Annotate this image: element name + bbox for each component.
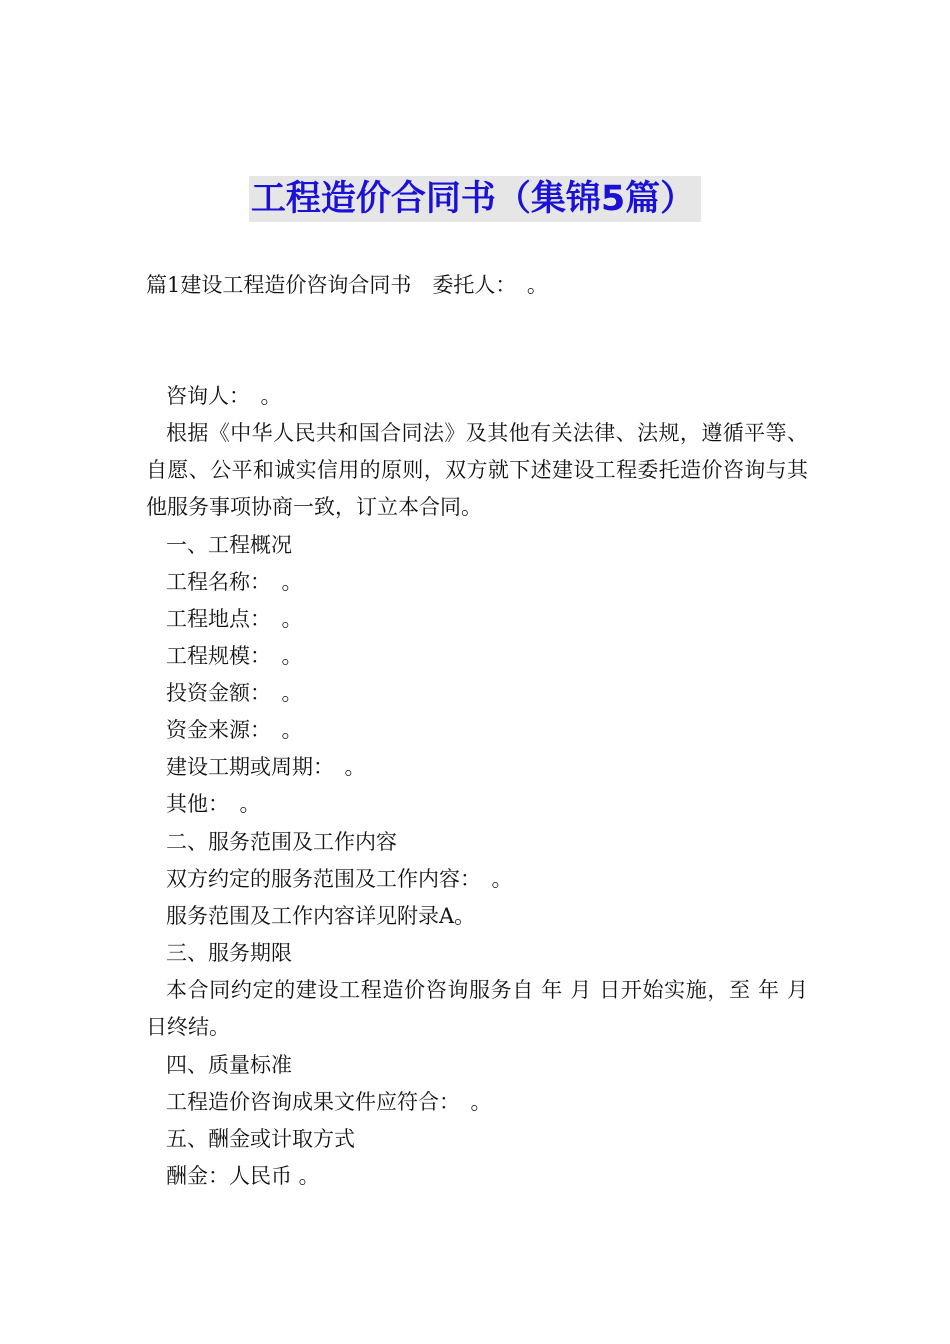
quality-standard-line: 工程造价咨询成果文件应符合： 。 xyxy=(166,1090,492,1114)
consultant-line: 咨询人： 。 xyxy=(166,384,282,408)
section-heading-remuneration: 五、酬金或计取方式 xyxy=(166,1127,355,1151)
investment-amount-line: 投资金额： 。 xyxy=(166,681,303,705)
appendix-reference-line: 服务范围及工作内容详见附录A。 xyxy=(166,904,476,928)
agreed-scope-line: 双方约定的服务范围及工作内容： 。 xyxy=(166,867,513,891)
project-name-line: 工程名称： 。 xyxy=(166,570,303,594)
other-line: 其他： 。 xyxy=(166,792,261,816)
project-location-line: 工程地点： 。 xyxy=(166,607,303,631)
section-heading-service-term: 三、服务期限 xyxy=(166,941,292,965)
basis-paragraph: 根据《中华人民共和国合同法》及其他有关法律、法规，遵循平等、自愿、公平和诚实信用的原则，双方就下述建设工程委托造价咨询与其他服务事项协商一致，订立本合同。 xyxy=(146,421,808,519)
funding-source-line: 资金来源： 。 xyxy=(166,718,303,742)
title-block xyxy=(0,176,950,222)
section-heading-project-overview: 一、工程概况 xyxy=(166,533,292,557)
section-heading-service-scope: 二、服务范围及工作内容 xyxy=(166,830,397,854)
intro-line: 篇1建设工程造价咨询合同书 委托人： 。 xyxy=(146,273,548,297)
service-term-paragraph: 本合同约定的建设工程造价咨询服务自 年 月 日开始实施，至 年 月 日终结。 xyxy=(146,978,808,1039)
remuneration-line: 酬金：人民币 。 xyxy=(166,1164,320,1188)
document-title: 工程造价合同书（集锦5篇） xyxy=(249,176,701,222)
section-heading-quality-standard: 四、质量标准 xyxy=(166,1053,292,1077)
project-scale-line: 工程规模： 。 xyxy=(166,644,303,668)
construction-period-line: 建设工期或周期： 。 xyxy=(166,755,366,779)
